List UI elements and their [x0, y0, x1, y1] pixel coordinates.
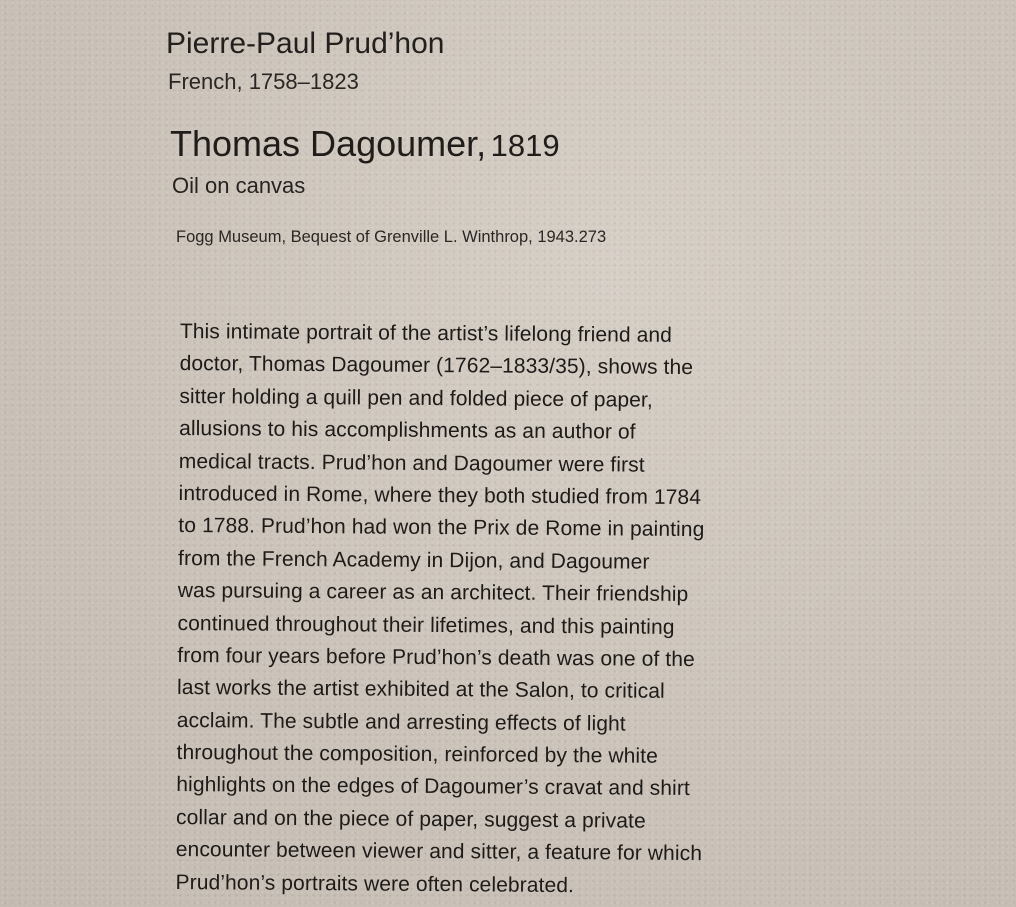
description-line: highlights on the edges of Dagoumer’s cravat and shirt	[176, 773, 690, 801]
artwork-medium: Oil on canvas	[172, 173, 306, 198]
description-line: collar and on the piece of paper, suggest a private	[175, 805, 646, 833]
description-line: from four years before Prud’hon’s death was one of the	[177, 643, 695, 671]
description-line: Prud’hon’s portraits were often celebrated.	[175, 870, 575, 897]
description-line: from the French Academy in Dijon, and Dagoumer	[178, 546, 650, 574]
description-line: acclaim. The subtle and arresting effects of light	[176, 708, 626, 736]
description-line: sitter holding a quill pen and folded piece of paper,	[179, 384, 653, 412]
credit-line: Fogg Museum, Bequest of Grenville L. Winthrop, 1943.273	[176, 228, 607, 246]
artwork-title-line	[170, 122, 560, 168]
description-line: This intimate portrait of the artist’s lifelong friend and	[179, 319, 673, 347]
description-line: doctor, Thomas Dagoumer (1762–1833/35), shows the	[179, 352, 694, 380]
artwork-date: 1819	[490, 128, 560, 163]
description-line: continued throughout their lifetimes, and this painting	[177, 611, 675, 639]
description-text	[175, 316, 706, 903]
description-line: was pursuing a career as an architect. Their friendship	[177, 579, 689, 607]
description-line: to 1788. Prud’hon had won the Prix de Rome in painting	[178, 514, 705, 542]
description-line: throughout the composition, reinforced by the white	[176, 741, 659, 768]
artwork-title: Thomas Dagoumer,	[170, 123, 487, 164]
artist-name: Pierre-Paul Prud’hon	[166, 27, 445, 60]
description-line: medical tracts. Prud’hon and Dagoumer were first	[178, 449, 645, 477]
description-line: introduced in Rome, where they both studied from 1784	[178, 481, 702, 510]
description-line: encounter between viewer and sitter, a feature for which	[175, 838, 703, 866]
artist-nationality-dates: French, 1758–1823	[168, 69, 359, 94]
description-line: allusions to his accomplishments as an author of	[179, 417, 636, 444]
description-line: last works the artist exhibited at the Salon, to critical	[176, 676, 665, 704]
